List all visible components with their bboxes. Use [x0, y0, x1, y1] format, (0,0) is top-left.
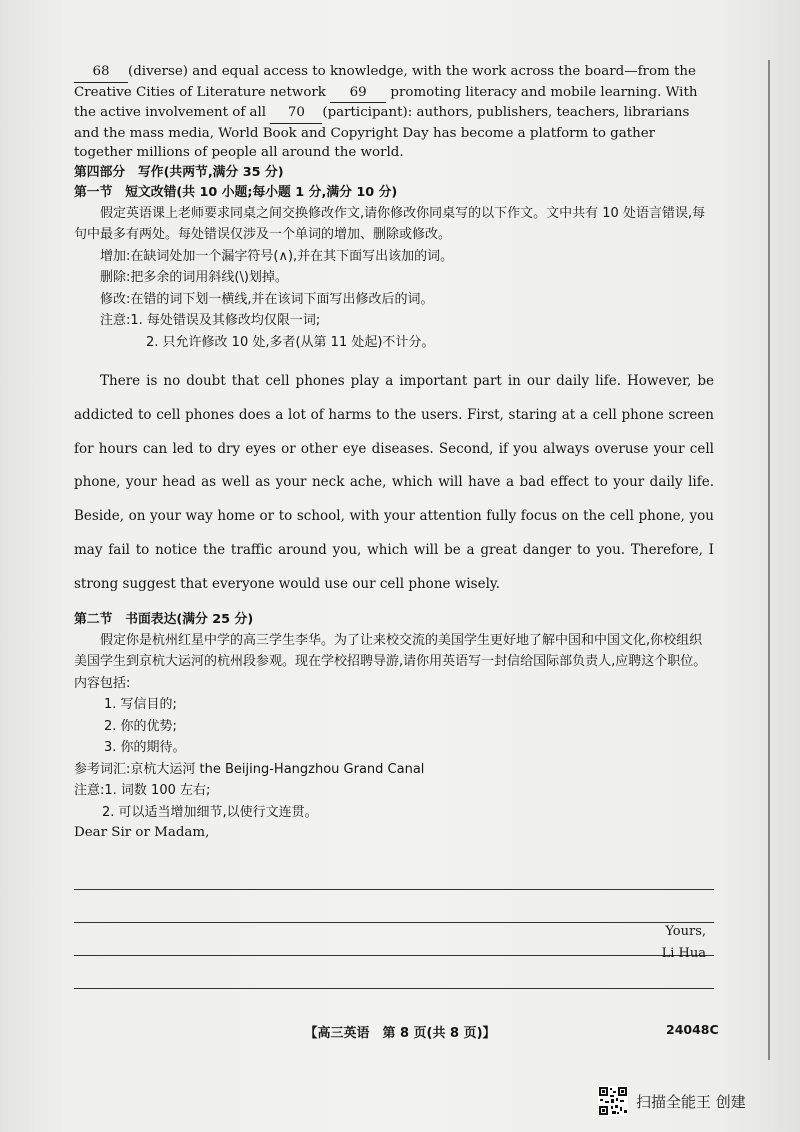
- error-correction-passage: There is no doubt that cell phones play a important part in our daily life. However, be addicted to cell phones does a lot of harms to the users. First, staring at a cell phone screen for hours can led to dry eyes or other eye diseases. Second, if you always overuse your cell phone, your head as well as your neck ache, which will have a bad effect to your daily life. Beside, on your way home or to school, with your attention fully focus on the cell phone, you may fail to notice the traffic around you, which will be a great danger to you. Therefore, I strong suggest that everyone would use our cell phone wisely.: [74, 373, 714, 592]
- page-footer: 【高三英语 第 8 页(共 8 页)】: [304, 1026, 496, 1041]
- section2-title: 第二节 书面表达(满分 25 分): [74, 611, 254, 627]
- scanner-label: 扫描全能王 创建: [636, 1092, 746, 1111]
- scanner-watermark: [598, 1086, 746, 1116]
- qr-code-icon: [598, 1086, 628, 1116]
- page-content: [74, 62, 714, 989]
- writing-area[interactable]: [74, 857, 714, 989]
- blank-68: 68: [74, 62, 128, 83]
- hint-70: (participant): [322, 105, 408, 120]
- closing: Yours,: [665, 924, 706, 939]
- writing-line[interactable]: [74, 956, 714, 989]
- section2-instructions: 假定你是杭州红星中学的高三学生李华。为了让来校交流的美国学生更好地了解中国和中国文化,你校组织美国学生到京杭大运河的杭州段参观。现在学校招聘导游,请你用英语写一封信给国际部负责人,应聘这个职位。内容包括:: [74, 632, 707, 691]
- part4-title: 第四部分 写作(共两节,满分 35 分): [74, 164, 284, 180]
- passage-segment-2: promoting literacy and mobile learning. With the active involvement of all: [74, 84, 698, 120]
- rule-add: 增加:在缺词处加一个漏字符号(∧),并在其下面写出该加的词。: [100, 248, 454, 264]
- greeting: Dear Sir or Madam,: [74, 825, 210, 841]
- exam-code: 24048C: [666, 1022, 719, 1037]
- blank-69: 69: [330, 83, 386, 104]
- note-3: 注意:1. 词数 100 左右;: [74, 783, 211, 799]
- rule-modify: 修改:在错的词下划一横线,并在该词下面写出修改后的词。: [100, 291, 434, 307]
- page-edge-line: [768, 60, 770, 1060]
- passage-segment-3: : authors, publishers, teachers, librarians and the mass media, World Book and Copyright Day has become a platform to gather together millions of people all around the world.: [74, 105, 690, 160]
- writing-line[interactable]: [74, 923, 714, 956]
- reading-passage-end: [74, 62, 714, 163]
- content-item: 2. 你的优势;: [104, 718, 177, 734]
- note-2: 2. 只允许修改 10 处,多者(从第 11 处起)不计分。: [146, 334, 435, 350]
- signature: Li Hua: [661, 946, 706, 961]
- blank-70: 70: [270, 103, 322, 124]
- hint-68: (diverse): [128, 64, 188, 79]
- writing-line[interactable]: [74, 890, 714, 923]
- rule-delete: 删除:把多余的词用斜线(\)划掉。: [100, 270, 288, 285]
- section1-instructions: 假定英语课上老师要求同桌之间交换修改作文,请你修改你同桌写的以下作文。文中共有 10 处语言错误,每句中最多有两处。每处错误仅涉及一个单词的增加、删除或修改。: [74, 205, 706, 242]
- note-1: 注意:1. 每处错误及其修改均仅限一词;: [100, 313, 321, 328]
- content-item: 1. 写信目的;: [104, 697, 177, 713]
- vocabulary: 参考词汇:京杭大运河 the Beijing-Hangzhou Grand Canal: [74, 761, 425, 777]
- section1-title: 第一节 短文改错(共 10 小题;每小题 1 分,满分 10 分): [74, 184, 398, 200]
- writing-line[interactable]: [74, 857, 714, 890]
- note-4: 2. 可以适当增加细节,以使行文连贯。: [102, 804, 318, 820]
- content-item: 3. 你的期待。: [104, 740, 186, 756]
- passage-segment-1: and equal access to knowledge, with the work across the board—from the Creative Cities of Literature network: [74, 64, 696, 100]
